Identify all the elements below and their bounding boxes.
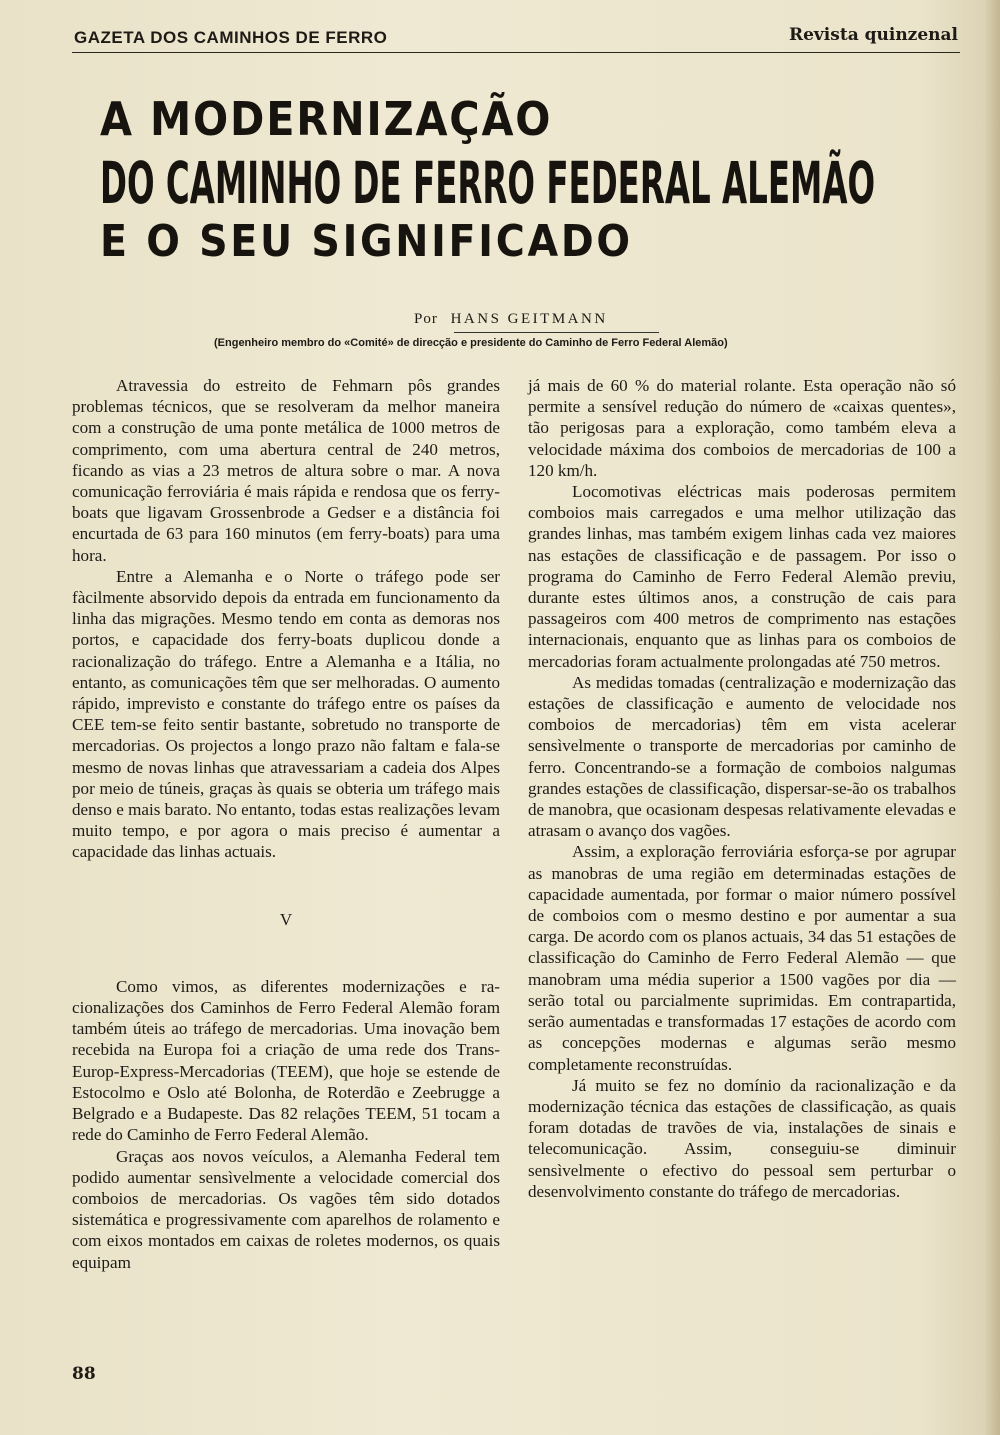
byline-underline (454, 332, 659, 333)
byline-prefix: Por (414, 311, 438, 327)
page-number: 88 (72, 1364, 96, 1384)
section-numeral: V (279, 909, 293, 929)
paragraph-continued: já mais de 60 % do material rolante. Esta operação não só permite a sensível redução do número de «caixas quentes», tão perigosas para a exploração, como também eleva a velocidade máxima dos comboios de mercadorias de 100 a 120 km/h. (528, 376, 956, 480)
byline (414, 311, 634, 328)
author-name: HANS GEITMANN (450, 311, 608, 327)
right-column (528, 375, 956, 1202)
author-affiliation: (Engenheiro membro do «Comité» de direcção e presidente do Caminho de Ferro Federal Alemão) (214, 337, 728, 349)
paragraph: Assim, a exploração ferroviária esforça-se por agrupar as manobras de uma região em determinadas estações de capacidade aumentada, por formar o maior número possível de comboios com o mesmo destino e por aumentar a sua carga. De acordo com os planos actuais, 34 das 51 estações de classificação do Caminho de Ferro Federal Alemão — que manobram uma média superior a 1500 vagões por dia — serão total ou parcialmente suprimidas. Em contrapartida, serão aumentadas e transformadas 17 estações de acordo com as concepções modernas e algumas serão mesmo completamente reconstruídas. (528, 842, 956, 1074)
running-header (72, 22, 960, 53)
article-title (100, 92, 960, 270)
journal-frequency: Revista quinzenal (788, 25, 958, 45)
paragraph: As medidas tomadas (centralização e modernização das estações de classificação e aumento de velocidade nos comboios de mercadorias) têm em vista acelerar sensìvelmente o transporte de mercadorias por caminho de ferro. Concentrando-se a formação de comboios nalgumas grandes estações de classificação, dispersar-se-ão os trabalhos de manobra, que ocasionam despesas relativamente elevadas e atrasam o avanço dos vagões. (528, 672, 956, 841)
page-edge-shadow (984, 0, 1000, 1435)
title-line-2: DO CAMINHO DE FERRO FEDERAL ALEMÃO (100, 149, 876, 217)
title-line-3: E O SEU SIGNIFICADO (100, 216, 633, 267)
paragraph: Como vimos, as diferentes modernizações e racionalizações dos Caminhos de Ferro Federal Alemão foram também úteis ao tráfego de mercadorias. Uma inovação bem recebida na Europa foi a criação de uma rede dos Trans-Europ-Express-Mercadorias (TEEM), que hoje se estende de Estocolmo e Oslo até Bolonha, de Roterdão e Zeebrugge a Belgrado e a Budapeste. Das 82 relações TEEM, 51 tocam a rede do Caminho de Ferro Federal Alemão. (72, 976, 500, 1145)
title-line-1: A MODERNIZAÇÃO (100, 92, 553, 146)
paragraph: Graças aos novos veículos, a Alemanha Federal tem podido aumentar sensìvelmente a velocidade comercial dos comboios de mercadorias. Os vagões têm sido dotados sistemática e progressivamente com aparelhos de rolamento e com eixos montados em caixas de roletes modernos, os quais equipam (72, 1146, 500, 1272)
paragraph: Locomotivas eléctricas mais poderosas permitem comboios mais carregados e uma melhor utilização das grandes linhas, mas também exigem linhas cada vez maiores nas estações de classificação e de passagem. Por isso o programa do Caminho de Ferro Federal Alemão previu, durante estes últimos anos, a construção de cais para passageiros com 400 metros de comprimento nas estações internacionais, enquanto que as linhas para os comboios de mercadorias foram actualmente prolongadas até 750 metros. (528, 482, 956, 671)
paragraph: Atravessia do estreito de Fehmarn pôs grandes problemas técnicos, que se resolveram da melhor maneira com a construção de uma ponte metálica de 1000 metros de comprimento, com uma abertura central de 240 metros, ficando as vias a 23 metros de altura sobre o mar. A nova comunicação ferroviária é mais rápida e rendosa que os ferry-boats que ligavam Grossenbrode a Gedser e a distância foi encurtada de 63 para 160 minutos (em ferry-boats) para uma hora. (72, 376, 500, 565)
paragraph: Já muito se fez no domínio da racionalização e da modernização técnica das estações de classificação, as quais foram dotadas de travões de via, instalações de sinais e telecomunicação. Assim, conseguiu-se diminuir sensìvelmente o efectivo do pessoal sem perturbar o desenvolvimento constante do tráfego de mercadorias. (528, 1075, 956, 1201)
journal-name: GAZETA DOS CAMINHOS DE FERRO (74, 28, 388, 47)
left-column (72, 375, 500, 1273)
paragraph: Entre a Alemanha e o Norte o tráfego pode ser fàcilmente absorvido depois da entrada em funcionamento da linha das migrações. Mesmo tendo em conta as demoras nos portos, e capacidade dos ferry-boats duplicou donde a racionalização do tráfego. Entre a Alemanha e a Itália, no entanto, as comunicações têm que ser melhoradas. O aumento rápido, imprevisto e constante do tráfego entre os países da CEE tem-se feito sentir bastante, sobretudo no transporte de mercadorias. Os projectos a longo prazo não faltam e fala-se mesmo de novas linhas que atravessariam a cadeia dos Alpes por meio de túneis, graças às quais se obteria um tráfego mais denso e mais barato. No entanto, todas estas realizações levam muito tempo, e por agora o mais preciso é aumentar a capacidade das linhas actuais. (72, 566, 500, 862)
